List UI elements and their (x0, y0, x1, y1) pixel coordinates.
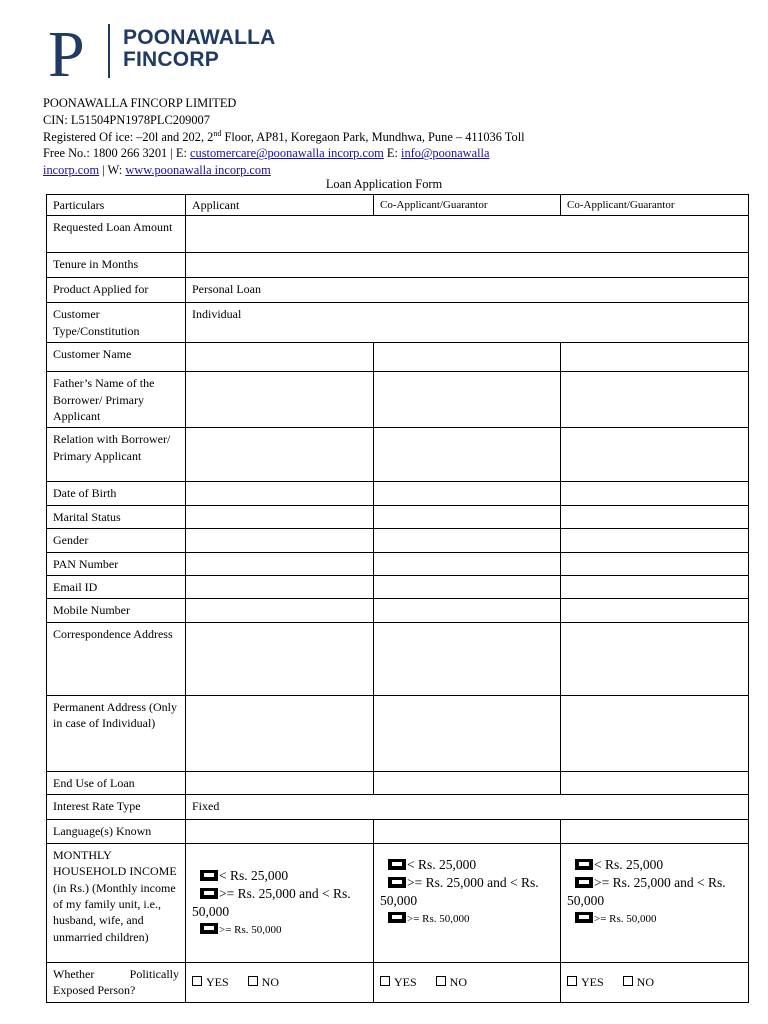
contact-line: Free No.: 1800 266 3201 | E: customercare@poonawalla incorp.com E: info@poonawalla (43, 146, 490, 161)
checkbox-icon[interactable] (567, 976, 577, 986)
table-row (47, 278, 749, 303)
input-mobile-co-2[interactable] (561, 599, 749, 622)
value-customer-type[interactable]: Individual (186, 303, 749, 343)
input-correspondence-co-1[interactable] (374, 622, 561, 695)
input-customer-name-applicant[interactable] (186, 343, 374, 372)
pep-yes-option[interactable]: YES (192, 974, 229, 990)
table-header-row (47, 195, 749, 216)
loan-application-table (46, 194, 749, 1003)
input-gender-co-1[interactable] (374, 529, 561, 552)
logo-divider (108, 24, 110, 78)
logo-line-1: POONAWALLA (123, 26, 276, 49)
input-languages-co-1[interactable] (374, 820, 561, 843)
label-email: Email ID (47, 576, 186, 599)
label-father-name: Father’s Name of the Borrower/ Primary Applicant (47, 372, 186, 428)
income-options-co-2 (561, 843, 749, 962)
label-pan: PAN Number (47, 552, 186, 575)
input-marital-co-2[interactable] (561, 505, 749, 528)
input-languages-co-2[interactable] (561, 820, 749, 843)
checkbox-icon[interactable] (200, 888, 218, 899)
label-requested-loan-amount: Requested Loan Amount (47, 216, 186, 253)
company-logo (48, 22, 288, 82)
income-option-lt25k[interactable]: < Rs. 25,000 (192, 867, 367, 885)
pep-yes-option[interactable]: YES (380, 974, 417, 990)
label-monthly-income: MONTHLY HOUSEHOLD INCOME (in Rs.) (Monthly income of my family unit, i.e., husband, wife, and unmarried children) (47, 843, 186, 962)
input-requested-loan-amount[interactable] (186, 216, 749, 253)
table-row (47, 820, 749, 843)
input-email-co-1[interactable] (374, 576, 561, 599)
label-interest-rate-type: Interest Rate Type (47, 795, 186, 820)
income-options-co-1 (374, 843, 561, 962)
table-row (47, 622, 749, 695)
input-end-use-co-2[interactable] (561, 771, 749, 794)
logo-wordmark (123, 27, 276, 71)
input-email-applicant[interactable] (186, 576, 374, 599)
email-link-customercare[interactable]: customercare@poonawalla incorp.com (190, 146, 384, 161)
income-option-gte50k[interactable]: >= Rs. 50,000 (380, 910, 554, 928)
label-gender: Gender (47, 529, 186, 552)
pep-options-co-2 (561, 962, 749, 1002)
label-marital-status: Marital Status (47, 505, 186, 528)
label-dob: Date of Birth (47, 482, 186, 505)
input-languages-applicant[interactable] (186, 820, 374, 843)
table-row (47, 216, 749, 253)
label-end-use: End Use of Loan (47, 771, 186, 794)
checkbox-icon[interactable] (575, 859, 593, 870)
input-gender-co-2[interactable] (561, 529, 749, 552)
input-dob-applicant[interactable] (186, 482, 374, 505)
pep-options-applicant (186, 962, 374, 1002)
company-cin: CIN: L51504PN1978PLC209007 (43, 112, 210, 127)
input-mobile-co-1[interactable] (374, 599, 561, 622)
label-pep: Whether Politically Exposed Person? (47, 962, 186, 1002)
checkbox-icon[interactable] (388, 877, 406, 888)
email-link-info[interactable]: info@poonawalla (401, 146, 490, 161)
checkbox-icon[interactable] (623, 976, 633, 986)
input-correspondence-co-2[interactable] (561, 622, 749, 695)
income-option-25k-50k[interactable]: >= Rs. 25,000 and < Rs. 50,000 (192, 885, 351, 919)
input-gender-applicant[interactable] (186, 529, 374, 552)
table-row (47, 428, 749, 482)
input-relation-co-2[interactable] (561, 428, 749, 482)
table-row (47, 771, 749, 794)
table-row (47, 576, 749, 599)
checkbox-icon[interactable] (388, 859, 406, 870)
input-correspondence-applicant[interactable] (186, 622, 374, 695)
label-tenure: Tenure in Months (47, 253, 186, 278)
input-dob-co-1[interactable] (374, 482, 561, 505)
income-option-lt25k[interactable]: < Rs. 25,000 (567, 856, 742, 874)
input-permanent-co-1[interactable] (374, 695, 561, 771)
pep-no-option[interactable]: NO (436, 974, 467, 990)
value-interest-rate-type[interactable]: Fixed (186, 795, 749, 820)
input-customer-name-co-2[interactable] (561, 343, 749, 372)
pep-yes-option[interactable]: YES (567, 974, 604, 990)
checkbox-icon[interactable] (200, 923, 218, 934)
income-options-applicant (186, 843, 374, 962)
input-marital-applicant[interactable] (186, 505, 374, 528)
input-dob-co-2[interactable] (561, 482, 749, 505)
email-link-info-cont[interactable]: incorp.com (43, 163, 100, 178)
input-pan-applicant[interactable] (186, 552, 374, 575)
input-permanent-co-2[interactable] (561, 695, 749, 771)
table-row (47, 343, 749, 372)
input-father-name-co-2[interactable] (561, 372, 749, 428)
table-row (47, 303, 749, 343)
input-pan-co-1[interactable] (374, 552, 561, 575)
input-marital-co-1[interactable] (374, 505, 561, 528)
logo-letter: P (48, 22, 85, 80)
company-name: POONAWALLA FINCORP LIMITED (43, 96, 237, 110)
website-link[interactable]: www.poonawalla incorp.com (125, 163, 271, 178)
header-applicant: Applicant (186, 195, 374, 216)
label-mobile: Mobile Number (47, 599, 186, 622)
header-particulars: Particulars (47, 195, 186, 216)
table-row (47, 529, 749, 552)
input-email-co-2[interactable] (561, 576, 749, 599)
input-customer-name-co-1[interactable] (374, 343, 561, 372)
label-relation: Relation with Borrower/ Primary Applicant (47, 428, 186, 482)
input-mobile-applicant[interactable] (186, 599, 374, 622)
contact-line-2: incorp.com | W: www.poonawalla incorp.com (43, 163, 271, 178)
input-father-name-applicant[interactable] (186, 372, 374, 428)
input-pan-co-2[interactable] (561, 552, 749, 575)
label-correspondence-address: Correspondence Address (47, 622, 186, 695)
table-row (47, 695, 749, 771)
value-product[interactable]: Personal Loan (186, 278, 749, 303)
income-option-gte50k[interactable]: >= Rs. 50,000 (567, 910, 742, 928)
header-co-applicant-2: Co-Applicant/Guarantor (561, 195, 749, 216)
input-tenure[interactable] (186, 253, 749, 278)
checkbox-icon[interactable] (192, 976, 202, 986)
table-row (47, 253, 749, 278)
checkbox-icon[interactable] (388, 912, 406, 923)
checkbox-icon[interactable] (575, 912, 593, 923)
checkbox-icon[interactable] (380, 976, 390, 986)
label-permanent-address: Permanent Address (Only in case of Individual) (47, 695, 186, 771)
input-end-use-co-1[interactable] (374, 771, 561, 794)
header-co-applicant-1: Co-Applicant/Guarantor (374, 195, 561, 216)
pep-no-option[interactable]: NO (248, 974, 279, 990)
form-title: Loan Application Form (325, 177, 443, 191)
income-option-25k-50k[interactable]: >= Rs. 25,000 and < Rs. 50,000 (380, 874, 539, 908)
label-languages: Language(s) Known (47, 820, 186, 843)
poonawalla-p-logo-icon (48, 22, 98, 80)
checkbox-icon[interactable] (200, 870, 218, 881)
table-row-income (47, 843, 749, 962)
table-row-pep (47, 962, 749, 1002)
label-product: Product Applied for (47, 278, 186, 303)
income-option-lt25k[interactable]: < Rs. 25,000 (380, 856, 554, 874)
table-row (47, 795, 749, 820)
input-relation-co-1[interactable] (374, 428, 561, 482)
table-row (47, 552, 749, 575)
table-row (47, 372, 749, 428)
income-option-25k-50k[interactable]: >= Rs. 25,000 and < Rs. 50,000 (567, 874, 726, 908)
input-end-use-applicant[interactable] (186, 771, 374, 794)
registered-office: Registered Of ice: –20l and 202, 2nd Floor, AP81, Koregaon Park, Mundhwa, Pune – 411036 Toll (43, 128, 525, 144)
input-relation-applicant[interactable] (186, 428, 374, 482)
checkbox-icon[interactable] (575, 877, 593, 888)
label-customer-type: Customer Type/Constitution (47, 303, 186, 343)
input-permanent-applicant[interactable] (186, 695, 374, 771)
pep-options-co-1 (374, 962, 561, 1002)
table-row (47, 599, 749, 622)
label-customer-name: Customer Name (47, 343, 186, 372)
input-father-name-co-1[interactable] (374, 372, 561, 428)
logo-line-2: FINCORP (123, 48, 219, 71)
checkbox-icon[interactable] (248, 976, 258, 986)
table-row (47, 482, 749, 505)
table-row (47, 505, 749, 528)
pep-no-option[interactable]: NO (623, 974, 654, 990)
checkbox-icon[interactable] (436, 976, 446, 986)
income-option-gte50k[interactable]: >= Rs. 50,000 (192, 921, 367, 939)
company-header (43, 95, 743, 179)
